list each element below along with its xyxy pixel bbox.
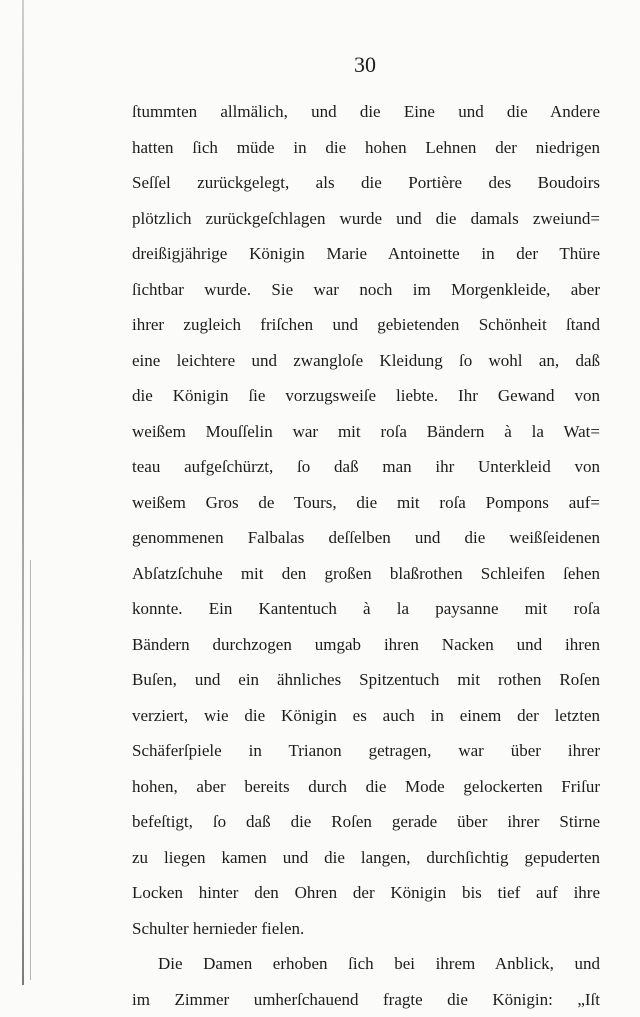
page-number: 30 <box>0 52 640 78</box>
text-line: genommenen Falbalas deſſelben und die weißſeidenen <box>132 520 600 556</box>
text-line: weißem Gros de Tours, die mit roſa Pompons auf= <box>132 485 600 521</box>
text-line: Buſen, und ein ähnliches Spitzentuch mit rothen Roſen <box>132 662 600 698</box>
text-line: dreißigjährige Königin Marie Antoinette in der Thüre <box>132 236 600 272</box>
paragraph-end-line: Schulter hernieder fielen. <box>132 911 600 947</box>
text-line: hohen, aber bereits durch die Mode gelockerten Friſur <box>132 769 600 805</box>
text-line: Abſatzſchuhe mit den großen blaßrothen Schleifen ſehen <box>132 556 600 592</box>
scan-edge <box>22 0 24 985</box>
scan-edge-inner <box>30 560 31 980</box>
text-line: Bändern durchzogen umgab ihren Nacken und ihren <box>132 627 600 663</box>
text-line: Locken hinter den Ohren der Königin bis tief auf ihre <box>132 875 600 911</box>
text-line: befeſtigt, ſo daß die Roſen gerade über ihrer Stirne <box>132 804 600 840</box>
text-line: teau aufgeſchürzt, ſo daß man ihr Unterkleid von <box>132 449 600 485</box>
text-line: Seſſel zurückgelegt, als die Portière des Boudoirs <box>132 165 600 201</box>
paragraph-start-line: Die Damen erhoben ſich bei ihrem Anblick, und <box>132 946 600 982</box>
text-line: ſtummten allmälich, und die Eine und die Andere <box>132 94 600 130</box>
text-line: ſichtbar wurde. Sie war noch im Morgenkleide, aber <box>132 272 600 308</box>
text-line: konnte. Ein Kantentuch à la paysanne mit roſa <box>132 591 600 627</box>
text-line: im Zimmer umherſchauend fragte die Königin: „Iſt <box>132 982 600 1017</box>
text-line: eine leichtere und zwangloſe Kleidung ſo wohl an, daß <box>132 343 600 379</box>
page-body-text <box>132 94 600 1017</box>
text-line: weißem Mouſſelin war mit roſa Bändern à la Wat= <box>132 414 600 450</box>
text-line: ihrer zugleich friſchen und gebietenden Schönheit ſtand <box>132 307 600 343</box>
text-line: zu liegen kamen und die langen, durchſichtig gepuderten <box>132 840 600 876</box>
text-line: die Königin ſie vorzugsweiſe liebte. Ihr Gewand von <box>132 378 600 414</box>
text-line: Schäferſpiele in Trianon getragen, war über ihrer <box>132 733 600 769</box>
text-line: verziert, wie die Königin es auch in einem der letzten <box>132 698 600 734</box>
text-line: hatten ſich müde in die hohen Lehnen der niedrigen <box>132 130 600 166</box>
text-line: plötzlich zurückgeſchlagen wurde und die damals zweiund= <box>132 201 600 237</box>
